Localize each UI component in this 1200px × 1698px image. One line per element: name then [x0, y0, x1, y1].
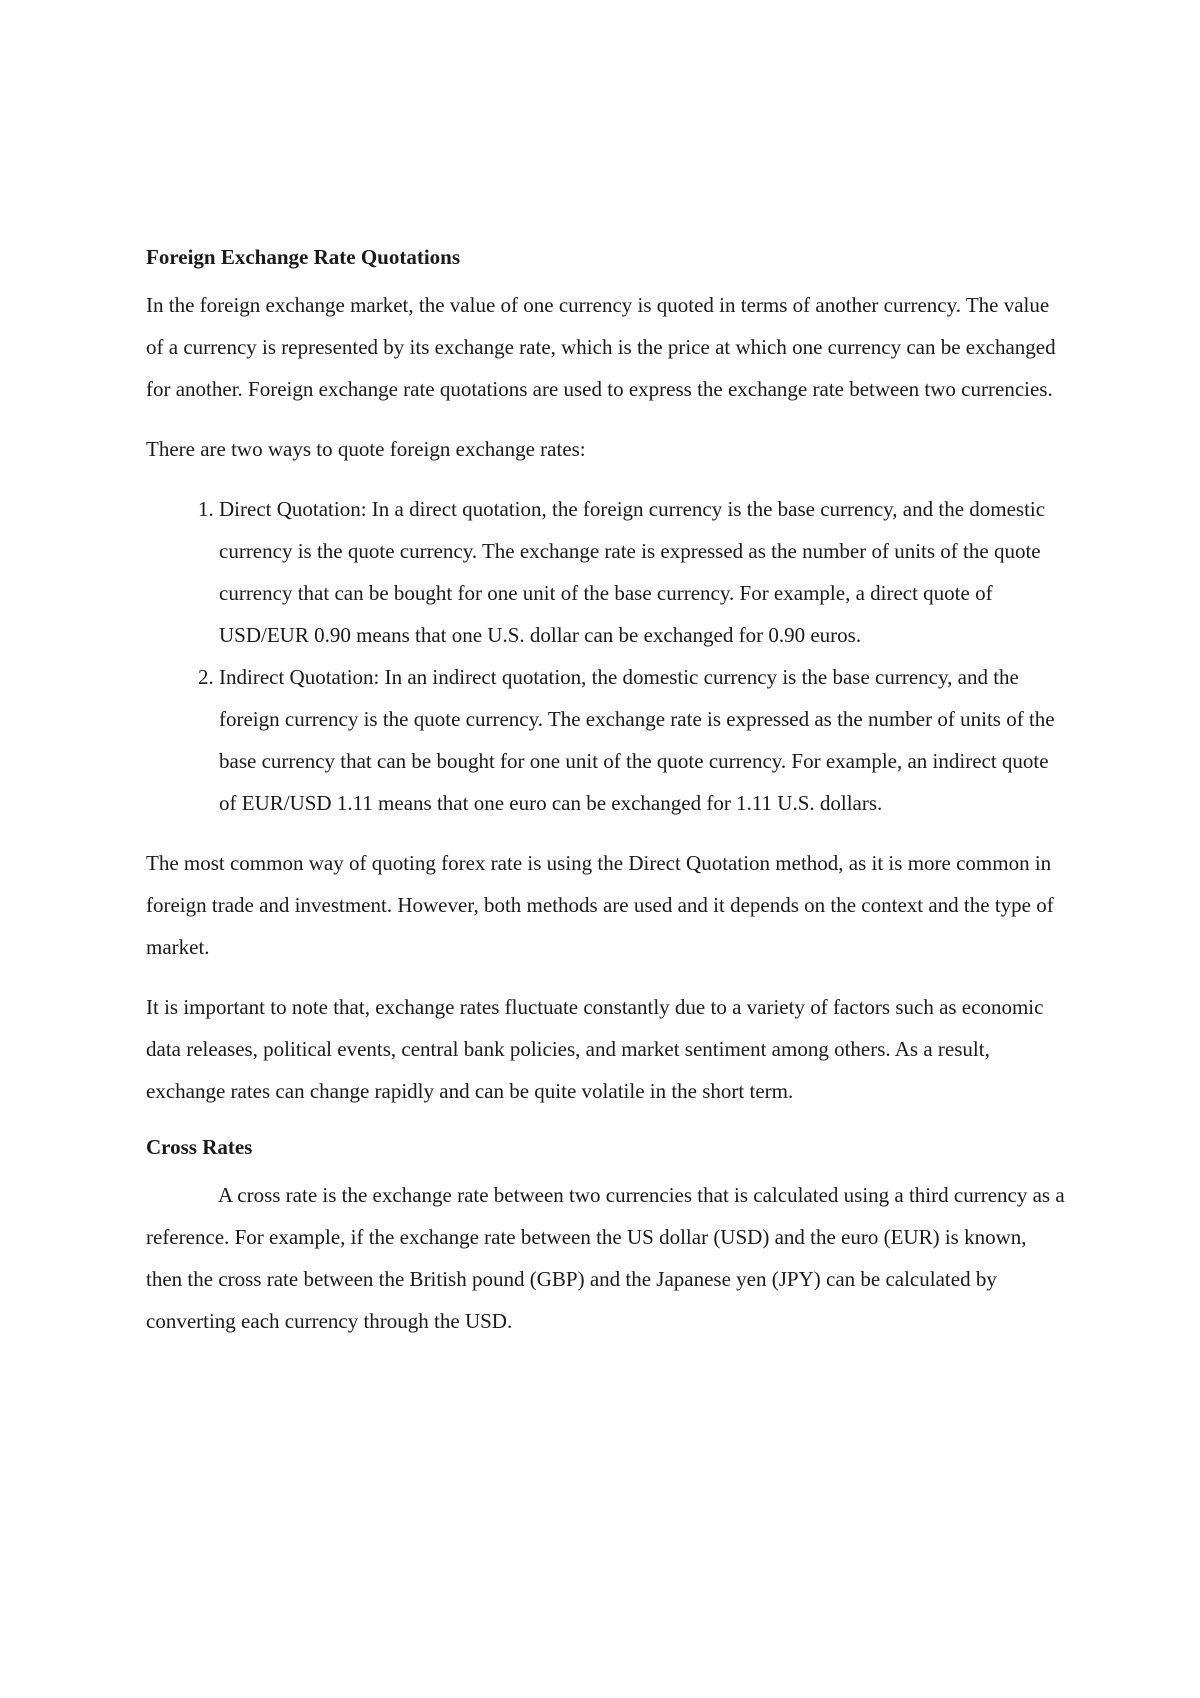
list-item-indirect-quotation: 2. Indirect Quotation: In an indirect quotation, the domestic currency is the base currency, and the foreign currency is the quote currency. The exchange rate is expressed as the number of units of the base currency that can be bought for one unit of the quote currency. For example, an indirect quote of EUR/USD 1.11 means that one euro can be exchanged for 1.11 U.S. dollars.: [219, 656, 1066, 824]
list-item-direct-quotation: 1. Direct Quotation: In a direct quotation, the foreign currency is the base currency, and the domestic currency is the quote currency. The exchange rate is expressed as the number of units of the quote currency that can be bought for one unit of the base currency. For example, a direct quote of USD/EUR 0.90 means that one U.S. dollar can be exchanged for 0.90 euros.: [219, 488, 1066, 656]
paragraph-cross-rates: A cross rate is the exchange rate between two currencies that is calculated using a third currency as a reference. For example, if the exchange rate between the US dollar (USD) and the euro (EUR) is known, then the cross rate between the British pound (GBP) and the Japanese yen (JPY) can be calculated by converting each currency through the USD.: [146, 1183, 1065, 1333]
quotation-types-list: [146, 488, 1066, 824]
paragraph-common-method: The most common way of quoting forex rate is using the Direct Quotation method, as it is more common in foreign trade and investment. However, both methods are used and it depends on the context and the type of market.: [146, 851, 1054, 959]
paragraph-ways-intro: There are two ways to quote foreign exchange rates:: [146, 437, 586, 461]
document-body: [146, 240, 1066, 1360]
section-heading-quotations: Foreign Exchange Rate Quotations: [146, 245, 461, 269]
paragraph-intro: In the foreign exchange market, the value of one currency is quoted in terms of another currency. The value of a currency is represented by its exchange rate, which is the price at which one currency can be exchanged for another. Foreign exchange rate quotations are used to express the exchange rate between two currencies.: [146, 293, 1056, 401]
section-heading-cross-rates: Cross Rates: [146, 1135, 253, 1159]
paragraph-fluctuation: It is important to note that, exchange rates fluctuate constantly due to a variety of factors such as economic data releases, political events, central bank policies, and market sentiment among others. As a result, exchange rates can change rapidly and can be quite volatile in the short term.: [146, 995, 1044, 1103]
